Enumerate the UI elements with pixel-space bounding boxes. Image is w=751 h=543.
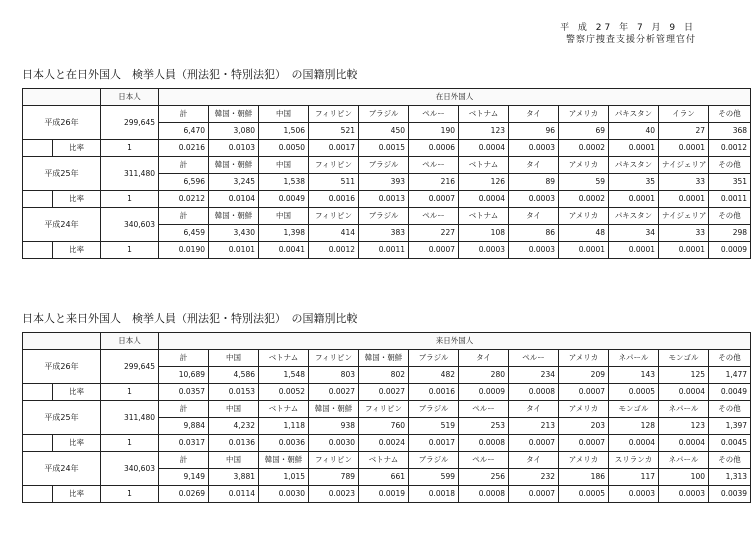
country-name: タイ — [459, 350, 509, 367]
foreign-ratio: 0.0050 — [259, 140, 309, 157]
country-name: ベトナム — [359, 452, 409, 469]
foreign-count: 1,397 — [709, 418, 751, 435]
year-label: 平成26年 — [23, 106, 101, 140]
foreign-count: 203 — [559, 418, 609, 435]
foreign-count: 3,881 — [209, 469, 259, 486]
foreign-count: 661 — [359, 469, 409, 486]
country-name: モンゴル — [659, 350, 709, 367]
ratio-row — [23, 486, 751, 503]
foreign-count: 351 — [709, 174, 751, 191]
foreign-count: 227 — [409, 225, 459, 242]
ratio-label: 比率 — [53, 191, 101, 208]
foreign-ratio: 0.0007 — [409, 242, 459, 259]
foreign-ratio: 0.0001 — [609, 191, 659, 208]
ratio-label: 比率 — [53, 140, 101, 157]
foreign-ratio: 0.0004 — [459, 191, 509, 208]
foreign-ratio: 0.0007 — [559, 384, 609, 401]
table-header-row — [23, 333, 751, 350]
foreign-ratio: 0.0103 — [209, 140, 259, 157]
country-name: ベトナム — [259, 401, 309, 418]
foreign-ratio: 0.0190 — [159, 242, 209, 259]
country-name: ベトナム — [259, 350, 309, 367]
foreign-count: 519 — [409, 418, 459, 435]
table-2-rainichi-comparison — [22, 332, 751, 503]
foreign-ratio: 0.0024 — [359, 435, 409, 452]
foreign-count: 803 — [309, 367, 359, 384]
country-name: その他 — [709, 401, 751, 418]
table-header-row — [23, 89, 751, 106]
country-name: 中国 — [209, 350, 259, 367]
foreign-ratio: 0.0016 — [309, 191, 359, 208]
document-date: 平 成 27 年 7 月 9 日 — [560, 23, 696, 33]
foreign-ratio: 0.0041 — [259, 242, 309, 259]
foreign-count: 209 — [559, 367, 609, 384]
foreign-ratio: 0.0004 — [659, 435, 709, 452]
foreign-ratio: 0.0052 — [259, 384, 309, 401]
foreign-count: 33 — [659, 174, 709, 191]
foreign-count: 108 — [459, 225, 509, 242]
country-name: 中国 — [259, 157, 309, 174]
country-name-row — [23, 106, 751, 123]
country-name: 韓国・朝鮮 — [209, 106, 259, 123]
foreign-ratio: 0.0019 — [359, 486, 409, 503]
country-name: ペルー — [409, 106, 459, 123]
country-name: ブラジル — [409, 401, 459, 418]
country-name: 中国 — [209, 452, 259, 469]
country-name-row — [23, 208, 751, 225]
japanese-ratio: 1 — [101, 486, 159, 503]
country-name: ブラジル — [409, 452, 459, 469]
foreign-ratio: 0.0008 — [459, 486, 509, 503]
country-name: ネパール — [609, 350, 659, 367]
foreign-count: 10,689 — [159, 367, 209, 384]
country-name: ブラジル — [359, 106, 409, 123]
country-name: タイ — [509, 452, 559, 469]
country-name: その他 — [709, 157, 751, 174]
foreign-ratio: 0.0001 — [609, 140, 659, 157]
foreign-ratio: 0.0357 — [159, 384, 209, 401]
country-name: ブラジル — [359, 208, 409, 225]
foreign-ratio: 0.0005 — [559, 486, 609, 503]
country-name: フィリピン — [309, 157, 359, 174]
ratio-spacer — [23, 486, 53, 503]
country-name: その他 — [709, 208, 751, 225]
ratio-row — [23, 191, 751, 208]
foreign-ratio: 0.0011 — [359, 242, 409, 259]
foreign-count: 125 — [659, 367, 709, 384]
foreign-count: 34 — [609, 225, 659, 242]
foreign-count: 40 — [609, 123, 659, 140]
table-2-title: 日本人と来日外国人 検挙人員（刑法犯・特別法犯） の国籍別比較 — [22, 312, 358, 325]
country-name: フィリピン — [309, 208, 359, 225]
foreign-count: 450 — [359, 123, 409, 140]
year-label: 平成24年 — [23, 452, 101, 486]
ratio-row — [23, 242, 751, 259]
country-name: 中国 — [209, 401, 259, 418]
foreign-ratio: 0.0104 — [209, 191, 259, 208]
foreign-ratio: 0.0018 — [409, 486, 459, 503]
country-name: 計 — [159, 106, 209, 123]
foreign-ratio: 0.0001 — [609, 242, 659, 259]
country-name-row — [23, 401, 751, 418]
country-name: 計 — [159, 157, 209, 174]
foreign-count: 1,538 — [259, 174, 309, 191]
foreign-count: 96 — [509, 123, 559, 140]
country-name-row — [23, 350, 751, 367]
country-name: ペルー — [459, 401, 509, 418]
foreign-count: 599 — [409, 469, 459, 486]
foreign-count: 1,548 — [259, 367, 309, 384]
year-label: 平成25年 — [23, 157, 101, 191]
foreign-ratio: 0.0009 — [459, 384, 509, 401]
country-name: ベトナム — [459, 208, 509, 225]
corner-cell — [23, 333, 101, 350]
ratio-row — [23, 435, 751, 452]
country-name: ベトナム — [459, 157, 509, 174]
foreign-ratio: 0.0004 — [459, 140, 509, 157]
foreign-count: 3,080 — [209, 123, 259, 140]
country-name: ナイジェリア — [659, 157, 709, 174]
foreign-ratio: 0.0011 — [709, 191, 751, 208]
foreign-ratio: 0.0027 — [359, 384, 409, 401]
country-name: タイ — [509, 208, 559, 225]
foreign-count: 938 — [309, 418, 359, 435]
japanese-ratio: 1 — [101, 384, 159, 401]
ratio-spacer — [23, 435, 53, 452]
foreign-ratio: 0.0007 — [559, 435, 609, 452]
ratio-row — [23, 384, 751, 401]
foreign-count: 6,596 — [159, 174, 209, 191]
foreign-ratio: 0.0114 — [209, 486, 259, 503]
foreign-ratio: 0.0006 — [409, 140, 459, 157]
country-name: ネパール — [659, 401, 709, 418]
japanese-count: 340,603 — [101, 452, 159, 486]
country-name: ナイジェリア — [659, 208, 709, 225]
japanese-ratio: 1 — [101, 435, 159, 452]
foreign-ratio: 0.0049 — [709, 384, 751, 401]
country-name-row — [23, 452, 751, 469]
foreign-ratio: 0.0008 — [509, 384, 559, 401]
foreign-count: 123 — [459, 123, 509, 140]
country-name: ブラジル — [359, 157, 409, 174]
foreign-count: 86 — [509, 225, 559, 242]
country-name: 韓国・朝鮮 — [309, 401, 359, 418]
country-name: 韓国・朝鮮 — [359, 350, 409, 367]
foreign-count: 100 — [659, 469, 709, 486]
country-name: タイ — [509, 401, 559, 418]
country-name: 韓国・朝鮮 — [209, 208, 259, 225]
japanese-count: 311,480 — [101, 157, 159, 191]
foreign-ratio: 0.0007 — [509, 435, 559, 452]
ratio-label: 比率 — [53, 486, 101, 503]
foreign-ratio: 0.0004 — [609, 435, 659, 452]
foreign-count: 253 — [459, 418, 509, 435]
foreign-ratio: 0.0101 — [209, 242, 259, 259]
foreign-ratio: 0.0001 — [659, 140, 709, 157]
foreign-count: 6,470 — [159, 123, 209, 140]
country-name: ペルー — [459, 452, 509, 469]
foreign-count: 511 — [309, 174, 359, 191]
country-name: 計 — [159, 350, 209, 367]
country-name: パキスタン — [609, 106, 659, 123]
country-name: タイ — [509, 106, 559, 123]
foreign-count: 128 — [609, 418, 659, 435]
ratio-label: 比率 — [53, 435, 101, 452]
corner-cell — [23, 89, 101, 106]
foreign-count: 1,477 — [709, 367, 751, 384]
foreign-ratio: 0.0030 — [259, 486, 309, 503]
country-name: 計 — [159, 208, 209, 225]
country-name: イラン — [659, 106, 709, 123]
foreign-count: 143 — [609, 367, 659, 384]
foreign-ratio: 0.0049 — [259, 191, 309, 208]
foreign-ratio: 0.0003 — [509, 242, 559, 259]
country-name: 中国 — [259, 208, 309, 225]
foreign-count: 27 — [659, 123, 709, 140]
foreign-count: 216 — [409, 174, 459, 191]
country-name: アメリカ — [559, 350, 609, 367]
foreign-count: 256 — [459, 469, 509, 486]
foreign-ratio: 0.0027 — [309, 384, 359, 401]
foreign-ratio: 0.0003 — [609, 486, 659, 503]
year-label: 平成26年 — [23, 350, 101, 384]
ratio-spacer — [23, 140, 53, 157]
foreign-header: 来日外国人 — [159, 333, 751, 350]
foreign-count: 760 — [359, 418, 409, 435]
foreign-ratio: 0.0153 — [209, 384, 259, 401]
foreign-count: 190 — [409, 123, 459, 140]
foreign-ratio: 0.0003 — [659, 486, 709, 503]
foreign-count: 298 — [709, 225, 751, 242]
japanese-ratio: 1 — [101, 191, 159, 208]
foreign-count: 482 — [409, 367, 459, 384]
country-name: アメリカ — [559, 401, 609, 418]
country-name: モンゴル — [609, 401, 659, 418]
ratio-label: 比率 — [53, 384, 101, 401]
country-name: ペルー — [409, 208, 459, 225]
foreign-ratio: 0.0216 — [159, 140, 209, 157]
foreign-ratio: 0.0005 — [609, 384, 659, 401]
foreign-count: 213 — [509, 418, 559, 435]
japanese-ratio: 1 — [101, 140, 159, 157]
foreign-ratio: 0.0004 — [659, 384, 709, 401]
foreign-ratio: 0.0023 — [309, 486, 359, 503]
foreign-count: 9,884 — [159, 418, 209, 435]
country-name: 韓国・朝鮮 — [209, 157, 259, 174]
country-name: ベトナム — [459, 106, 509, 123]
foreign-count: 1,118 — [259, 418, 309, 435]
foreign-ratio: 0.0007 — [409, 191, 459, 208]
foreign-ratio: 0.0002 — [559, 140, 609, 157]
country-name: その他 — [709, 106, 751, 123]
foreign-count: 1,313 — [709, 469, 751, 486]
foreign-count: 383 — [359, 225, 409, 242]
country-name: 中国 — [259, 106, 309, 123]
country-name: 韓国・朝鮮 — [259, 452, 309, 469]
foreign-count: 393 — [359, 174, 409, 191]
country-name: フィリピン — [309, 350, 359, 367]
foreign-header: 在日外国人 — [159, 89, 751, 106]
foreign-count: 789 — [309, 469, 359, 486]
year-label: 平成24年 — [23, 208, 101, 242]
country-name: ブラジル — [409, 350, 459, 367]
foreign-ratio: 0.0003 — [509, 140, 559, 157]
foreign-count: 35 — [609, 174, 659, 191]
foreign-count: 802 — [359, 367, 409, 384]
foreign-count: 33 — [659, 225, 709, 242]
foreign-count: 123 — [659, 418, 709, 435]
foreign-ratio: 0.0012 — [309, 242, 359, 259]
foreign-ratio: 0.0002 — [559, 191, 609, 208]
foreign-count: 4,232 — [209, 418, 259, 435]
foreign-count: 280 — [459, 367, 509, 384]
foreign-ratio: 0.0003 — [459, 242, 509, 259]
foreign-count: 89 — [509, 174, 559, 191]
foreign-ratio: 0.0015 — [359, 140, 409, 157]
country-name: アメリカ — [559, 208, 609, 225]
foreign-count: 48 — [559, 225, 609, 242]
foreign-ratio: 0.0001 — [659, 191, 709, 208]
ratio-spacer — [23, 191, 53, 208]
japanese-count: 299,645 — [101, 106, 159, 140]
year-label: 平成25年 — [23, 401, 101, 435]
country-name: フィリピン — [359, 401, 409, 418]
foreign-count: 186 — [559, 469, 609, 486]
country-name-row — [23, 157, 751, 174]
ratio-spacer — [23, 242, 53, 259]
foreign-count: 69 — [559, 123, 609, 140]
foreign-count: 3,245 — [209, 174, 259, 191]
country-name: スリランカ — [609, 452, 659, 469]
foreign-count: 414 — [309, 225, 359, 242]
foreign-count: 117 — [609, 469, 659, 486]
japanese-header: 日本人 — [101, 89, 159, 106]
foreign-ratio: 0.0007 — [509, 486, 559, 503]
ratio-spacer — [23, 384, 53, 401]
table-1-title: 日本人と在日外国人 検挙人員（刑法犯・特別法犯） の国籍別比較 — [22, 68, 358, 81]
foreign-ratio: 0.0036 — [259, 435, 309, 452]
foreign-ratio: 0.0016 — [409, 384, 459, 401]
foreign-count: 4,586 — [209, 367, 259, 384]
country-name: タイ — [509, 157, 559, 174]
foreign-count: 521 — [309, 123, 359, 140]
foreign-ratio: 0.0212 — [159, 191, 209, 208]
country-name: その他 — [709, 350, 751, 367]
foreign-count: 59 — [559, 174, 609, 191]
foreign-ratio: 0.0001 — [559, 242, 609, 259]
country-name: パキスタン — [609, 208, 659, 225]
foreign-count: 368 — [709, 123, 751, 140]
foreign-ratio: 0.0008 — [459, 435, 509, 452]
country-name: ペルー — [509, 350, 559, 367]
country-name: フィリピン — [309, 452, 359, 469]
foreign-count: 1,506 — [259, 123, 309, 140]
foreign-count: 1,398 — [259, 225, 309, 242]
document-date-block — [560, 22, 696, 46]
foreign-count: 1,015 — [259, 469, 309, 486]
foreign-ratio: 0.0045 — [709, 435, 751, 452]
japanese-count: 340,603 — [101, 208, 159, 242]
foreign-ratio: 0.0012 — [709, 140, 751, 157]
foreign-ratio: 0.0136 — [209, 435, 259, 452]
foreign-ratio: 0.0269 — [159, 486, 209, 503]
country-name: アメリカ — [559, 452, 609, 469]
foreign-ratio: 0.0017 — [309, 140, 359, 157]
foreign-ratio: 0.0017 — [409, 435, 459, 452]
foreign-count: 9,149 — [159, 469, 209, 486]
country-name: アメリカ — [559, 106, 609, 123]
foreign-ratio: 0.0030 — [309, 435, 359, 452]
ratio-row — [23, 140, 751, 157]
japanese-ratio: 1 — [101, 242, 159, 259]
foreign-ratio: 0.0317 — [159, 435, 209, 452]
foreign-ratio: 0.0001 — [659, 242, 709, 259]
foreign-ratio: 0.0003 — [509, 191, 559, 208]
japanese-header: 日本人 — [101, 333, 159, 350]
foreign-ratio: 0.0009 — [709, 242, 751, 259]
japanese-count: 299,645 — [101, 350, 159, 384]
foreign-count: 234 — [509, 367, 559, 384]
country-name: パキスタン — [609, 157, 659, 174]
country-name: フィリピン — [309, 106, 359, 123]
country-name: 計 — [159, 452, 209, 469]
country-name: その他 — [709, 452, 751, 469]
foreign-ratio: 0.0039 — [709, 486, 751, 503]
foreign-count: 126 — [459, 174, 509, 191]
issuing-office: 警察庁捜査支援分析管理官付 — [565, 35, 696, 45]
japanese-count: 311,480 — [101, 401, 159, 435]
foreign-count: 6,459 — [159, 225, 209, 242]
table-1-zainichi-comparison — [22, 88, 751, 259]
country-name: 計 — [159, 401, 209, 418]
country-name: ペルー — [409, 157, 459, 174]
ratio-label: 比率 — [53, 242, 101, 259]
foreign-count: 3,430 — [209, 225, 259, 242]
foreign-ratio: 0.0013 — [359, 191, 409, 208]
foreign-count: 232 — [509, 469, 559, 486]
country-name: ネパール — [659, 452, 709, 469]
country-name: アメリカ — [559, 157, 609, 174]
